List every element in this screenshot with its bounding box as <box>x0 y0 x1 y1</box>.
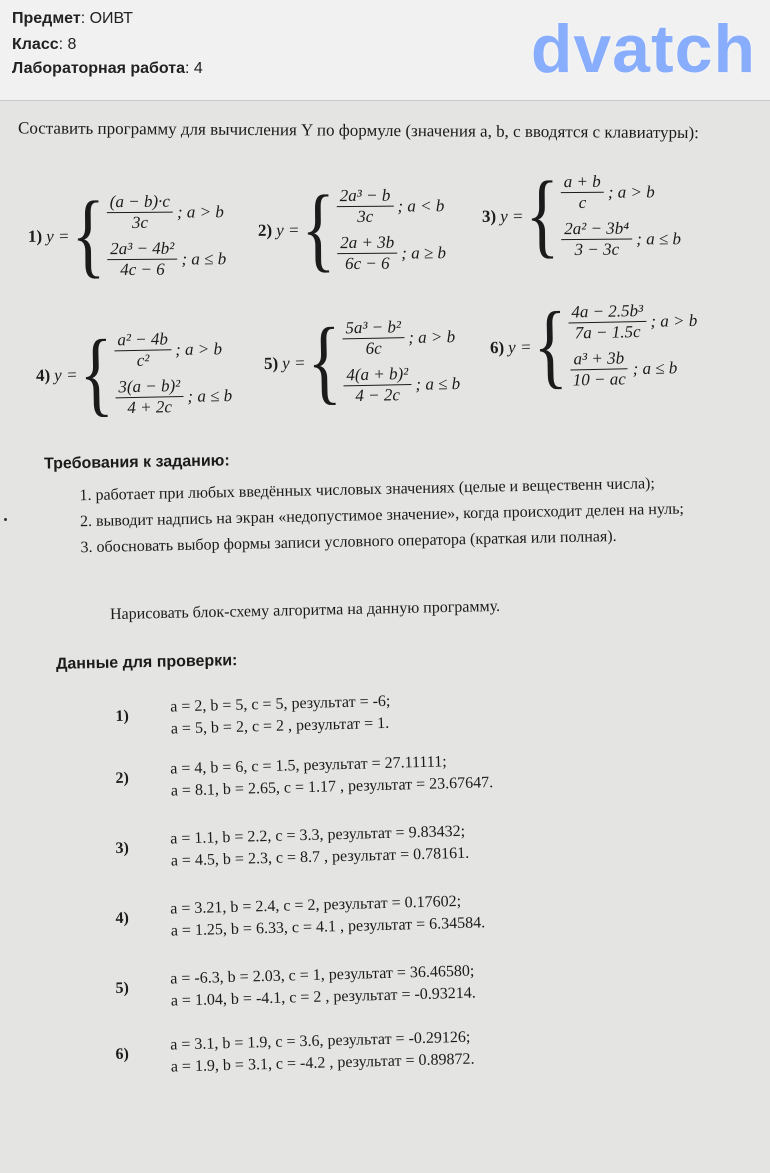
check-line: a = 2, b = 5, c = 5, результат = -6; <box>170 692 391 716</box>
formula-case <box>114 328 231 371</box>
formula-case <box>343 363 460 406</box>
formula-case <box>561 171 681 213</box>
fraction-numerator: 4a − 2.5b³ <box>568 301 646 324</box>
formula-number: 1) <box>27 226 43 246</box>
formula-number: 3) <box>481 206 497 226</box>
case-condition: ; a ≤ b <box>632 357 678 378</box>
formula-system <box>481 163 682 268</box>
lab-line <box>12 60 203 78</box>
fraction <box>561 219 632 261</box>
lab-value: : 4 <box>185 60 203 77</box>
draw-flowchart-text: Нарисовать блок-схему алгоритма на данную программу. <box>109 597 501 624</box>
formula-1 <box>27 183 227 288</box>
requirements-list <box>73 471 770 564</box>
check-set-number: 5) <box>115 979 130 997</box>
fraction <box>568 301 647 344</box>
case-condition: ; a < b <box>397 195 445 216</box>
formula-case <box>115 375 232 418</box>
check-set-number: 3) <box>115 839 130 857</box>
subject-value: : ОИВТ <box>80 10 133 27</box>
check-line: a = 1.9, b = 3.1, c = -4.2 , результат = 0.89872. <box>170 1050 475 1076</box>
check-line: a = 1.25, b = 6.33, c = 4.1 , результат = 6.34584. <box>170 914 486 940</box>
requirement-item: 3. обосновать выбор формы записи условного оператора (краткая или полная). <box>96 523 770 559</box>
fraction-numerator: a + b <box>561 172 604 193</box>
case-condition: ; a ≥ b <box>401 242 447 263</box>
formula-case <box>337 185 446 227</box>
fraction-numerator: 2a + 3b <box>337 233 397 255</box>
check-line: a = 4.5, b = 2.3, c = 8.7 , результат = 0.78161. <box>170 844 470 870</box>
case-condition: ; a > b <box>176 201 224 222</box>
check-line: a = -6.3, b = 2.03, c = 1, результат = 36.46580; <box>170 962 475 988</box>
formula-case <box>342 316 459 359</box>
formula-cases <box>342 316 460 406</box>
check-set-lines <box>170 821 469 873</box>
fraction <box>569 348 629 390</box>
formula-lhs: y = <box>53 365 78 385</box>
fraction <box>342 317 405 359</box>
formula-case <box>569 347 699 391</box>
subject-line <box>12 10 133 28</box>
formula-lhs: y = <box>507 337 532 357</box>
check-set-number: 2) <box>115 769 130 787</box>
formula-system <box>257 177 447 282</box>
formula-case <box>107 238 226 280</box>
check-set-lines <box>170 1027 475 1079</box>
fraction-numerator: 2a² − 3b⁴ <box>561 219 632 241</box>
brace-glyph: { <box>78 321 115 427</box>
class-label: Класс <box>12 36 59 53</box>
formula-case <box>337 232 446 274</box>
check-set-number: 6) <box>115 1045 130 1063</box>
formula-number: 6) <box>489 337 505 358</box>
case-condition: ; a > b <box>650 310 698 331</box>
fraction-numerator: a³ + 3b <box>570 348 627 370</box>
formula-number: 5) <box>263 353 279 374</box>
formula-case <box>107 191 226 233</box>
fraction <box>107 192 173 234</box>
fraction-denominator: 10 − ac <box>572 369 626 390</box>
brace-glyph: { <box>306 309 343 415</box>
case-condition: ; a ≤ b <box>415 373 461 394</box>
formula-3 <box>481 163 682 268</box>
formula-cases <box>561 171 681 260</box>
formula-cases <box>337 185 446 274</box>
formula-cases <box>568 300 699 391</box>
class-value: : 8 <box>58 36 77 53</box>
check-line: a = 3.21, b = 2.4, c = 2, результат = 0.17602; <box>170 892 462 918</box>
case-condition: ; a ≤ b <box>181 248 227 269</box>
formula-4 <box>35 321 233 427</box>
formula-lhs: y = <box>46 226 70 246</box>
brace-glyph: { <box>70 183 106 288</box>
formula-system <box>263 309 461 415</box>
check-set-lines <box>170 961 476 1013</box>
formula-system <box>27 183 227 288</box>
formula-cases <box>114 328 232 418</box>
brace-glyph: { <box>524 163 560 268</box>
fraction-numerator: 3(a − b)² <box>115 376 183 398</box>
fraction-denominator: c <box>578 192 587 213</box>
check-line: a = 5, b = 2, c = 2 , результат = 1. <box>170 714 390 738</box>
subject-label: Предмет <box>12 10 81 27</box>
formula-cases <box>107 191 227 280</box>
fraction <box>343 364 412 406</box>
formula-case <box>561 218 681 260</box>
check-set-lines <box>170 890 485 942</box>
brace-glyph: { <box>532 293 569 399</box>
fraction <box>337 186 394 227</box>
case-condition: ; a ≤ b <box>187 385 233 406</box>
lab-label: Лабораторная работа <box>12 60 186 77</box>
check-set-number: 1) <box>115 707 130 725</box>
fraction <box>114 329 171 371</box>
fraction-numerator: 2a³ − b <box>337 186 394 207</box>
check-set-number: 4) <box>115 909 130 927</box>
check-line: a = 8.1, b = 2.65, c = 1.17 , результат = 23.67647. <box>170 774 494 800</box>
check-line: a = 1.1, b = 2.2, c = 3.3, результат = 9.83432; <box>170 822 466 848</box>
check-line: a = 4, b = 6, c = 1.5, результат = 27.11111; <box>170 753 447 778</box>
check-set-lines <box>170 691 391 741</box>
formula-6 <box>489 293 699 399</box>
check-data-title: Данные для проверки: <box>55 652 238 673</box>
case-condition: ; a > b <box>607 181 655 202</box>
formula-case <box>568 300 698 344</box>
brace-glyph: { <box>300 177 336 282</box>
case-condition: ; a > b <box>174 338 223 359</box>
check-line: a = 1.04, b = -4.1, c = 2 , результат = -0.93214. <box>170 984 477 1010</box>
fraction <box>115 376 184 418</box>
fraction <box>337 233 397 275</box>
watermark-logo: dvatch <box>530 11 756 87</box>
fraction-denominator: 4c − 6 <box>120 259 165 280</box>
formula-number: 4) <box>35 365 51 386</box>
fraction-denominator: 3c <box>357 206 374 226</box>
fraction-denominator: 4 − 2c <box>355 385 401 406</box>
fraction <box>561 172 604 213</box>
fraction-numerator: 2a³ − 4b² <box>107 239 177 261</box>
fraction-denominator: 3 − 3c <box>574 239 620 260</box>
formula-lhs: y = <box>281 353 306 373</box>
formula-lhs: y = <box>500 206 524 226</box>
requirement-item: 1. работает при любых введённых числовых значениях (целые и вещественн числа); <box>95 471 770 507</box>
fraction-denominator: 4 + 2c <box>127 397 173 418</box>
check-set-lines <box>170 750 493 802</box>
paper-dot <box>4 518 7 521</box>
class-line <box>12 36 76 54</box>
requirements-title: Требования к заданию: <box>43 452 230 473</box>
formula-2 <box>257 177 447 282</box>
formula-system <box>35 321 233 427</box>
fraction-numerator: (a − b)·c <box>107 192 173 214</box>
fraction-numerator: 5a³ − b² <box>342 317 404 339</box>
fraction-denominator: 6c <box>365 338 382 358</box>
case-condition: ; a ≤ b <box>636 228 682 249</box>
task-statement: Составить программу для вычисления Y по формуле (значения a, b, c вводятся с клавиатуры): <box>17 118 699 143</box>
fraction-denominator: 7a − 1.5c <box>574 322 641 343</box>
formula-5 <box>263 309 461 415</box>
requirement-item: 2. выводит надпись на экран «недопустимое значение», когда происходит делен на нуль; <box>96 497 770 533</box>
case-condition: ; a > b <box>408 326 456 347</box>
formula-system <box>489 293 699 399</box>
check-line: a = 3.1, b = 1.9, c = 3.6, результат = -0.29126; <box>170 1028 471 1054</box>
page-header <box>0 0 770 101</box>
fraction-denominator: 3c <box>131 212 149 232</box>
formula-lhs: y = <box>276 220 300 240</box>
fraction-denominator: 6c − 6 <box>344 253 390 274</box>
fraction-numerator: a² − 4b <box>114 329 171 351</box>
fraction <box>107 239 178 281</box>
fraction-denominator: c² <box>136 350 150 370</box>
fraction-numerator: 4(a + b)² <box>343 364 411 386</box>
formula-number: 2) <box>257 220 273 240</box>
